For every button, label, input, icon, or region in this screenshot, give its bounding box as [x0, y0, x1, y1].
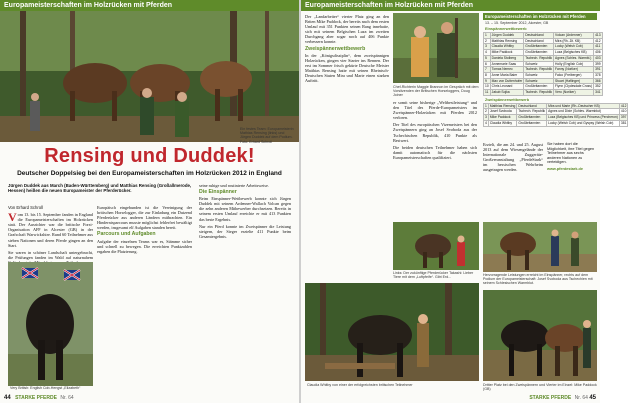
- results-cell: 391: [595, 67, 601, 72]
- results-cell: 403: [595, 55, 601, 60]
- results-cell: Deutschland: [517, 103, 547, 109]
- section-header: Europameisterschaften im Holzrücken mit Pferden: [0, 0, 299, 11]
- results-table-2: [483, 103, 628, 127]
- results-cell: 3: [484, 44, 491, 50]
- results-cell: Agnes (Schles. Warmbl.): [554, 55, 594, 61]
- results-cell: 352: [595, 84, 601, 89]
- results-row: [484, 115, 628, 121]
- left-page: [0, 0, 299, 403]
- children-photo: [393, 222, 479, 270]
- results-cell: Schweiz: [524, 78, 554, 84]
- article-subtitle: Deutscher Doppelsieg bei den Europameisterschaften im Holzrücken 2012 in England: [17, 170, 282, 177]
- results-row: [484, 90, 603, 96]
- results-cell: 397: [620, 115, 627, 120]
- results-cell: 2: [485, 109, 487, 114]
- results-cell: Mike Paddock: [488, 115, 516, 121]
- right-photo-caption-bottom-left: Claudia Whitby von einer der erfolgreichsten britischen Teilnehmer: [307, 383, 413, 387]
- right-column-1-text: Der „Landarbeiter“ vierter Platz ging an den Briten Mike Paddock, der bereits nach dem ersten Umlauf mit 351 Punkten seinen Rang innehatte, sich mit seinem Belgischen Luza im zweiten Durchgang aber sogar noch auf 406 Punkte verbessern konnte.: [305, 14, 389, 45]
- results-cell: Tschech. Republik: [518, 109, 546, 114]
- results-heading: Europameisterschaften im Holzrücken mit Pferden: [483, 13, 597, 20]
- results-table-1: [483, 32, 603, 96]
- results-cell: 3: [485, 115, 487, 120]
- column-3-text-2: Beim Einspänner-Wettbewerb konnte sich Jürgen Duddek mit seinem Ardenner-Wallach Volcan gegen die zehn anderen Mitbewerber durchsetzen. Bereits in seinem ersten Umlauf erreichte er mit 413 Punkten das beste Ergebnis.: [199, 196, 291, 222]
- results-cell: Chris Leonard: [490, 84, 524, 90]
- results-cell: 413: [595, 33, 601, 37]
- right-column-1-text-2: In der „Königsdisziplin“, dem zweispännigen Holzrücken, gingen vier Starter ins Rennen. Der erst im Sommer frisch gekürte Deutsche Meister Matthias Rensing hatte mit seinen Rheinisch-Deutschen Stuten Mira und Marie einen starken Auftritt.: [305, 52, 389, 84]
- results-cell: 1: [484, 33, 491, 39]
- results-cell: Matthias Rensing: [490, 38, 524, 44]
- results-cell: 366: [595, 78, 601, 83]
- column-1-text: om 13. bis 15. September fanden in England die Europameisterschaften im Holzrücken statt. Der Ausrichter war die britische Forst-Organisation AFF in Alcester (GB) in der Grafschaft Warwickshire. Rund 60 Teilnehmer aus sieben Nationen und deren Pferde gingen an den Start.: [8, 212, 93, 248]
- column-1-text-2: Sie waren in schöner Landschaft untergebracht, die Prüfungen fanden im Wald auf naturnahem: [8, 249, 93, 260]
- results-cell: 1: [485, 103, 487, 108]
- right-column-2-text-2: Der Titel des europäischen Vizemeisters bei den Zweispännern ging an Josef Svoboda aus der Tschechischen Republik, 410 Punkte als Bestwert.: [393, 122, 477, 143]
- results-cell: 378: [595, 72, 601, 77]
- results-cell: 412: [595, 38, 601, 43]
- results-cell: 381: [620, 120, 627, 125]
- results-cell: 411: [595, 44, 601, 49]
- results-cell: 412: [620, 103, 627, 108]
- results-cell: Luza (Belgisches KB): [554, 50, 594, 56]
- right-column-3-text: Erzielt, die am 24. und 25. August 2013 auf dem Wiesengelände der Internationale Zuggeräte-Großveranstaltung „PferdeStark“ im hessischen Wehrheim ausgetragen werden.: [483, 142, 543, 173]
- right-column-2-text-3: Die beiden deutschen Teilnehmer haben sich damit automatisch für die nächsten Europameisterschaften qualifiziert.: [393, 144, 477, 160]
- results-cell: Tschech. Republik: [525, 55, 553, 60]
- results-cell: Mira (Rh.-Dt. KB): [554, 38, 594, 44]
- results-row: [484, 50, 603, 56]
- page-number-right: 45: [589, 395, 596, 401]
- right-column-2-text: er somit seine bisherige „Weltbestleistung“ und den Titel des Pferde-Europameisters im Zweispänner-Holzrücken mit Pferden 2012 verloren.: [393, 100, 477, 121]
- results-cell: Schweiz: [524, 72, 554, 78]
- whitby-photo: [305, 283, 479, 381]
- results-cell: Matthias Rensing: [489, 103, 516, 108]
- info-box: [547, 142, 595, 172]
- results-cell: Deutschland: [524, 33, 554, 39]
- article-title: Rensing und Duddek!: [44, 145, 255, 167]
- results-cell: 11: [485, 90, 489, 95]
- photo-caption-bottom: Very British: English Cob-Hengst „Elizabeth“: [10, 386, 81, 390]
- photo-caption-top: Ein festes Team: Europameisterin Mathias Rensing (links) und Jürgen Duddek auf dem Podium. Foto: Erhard Schroll: [240, 127, 294, 144]
- results-cell: Großbritannien: [524, 44, 554, 50]
- judge-photo: [393, 13, 479, 83]
- results-cell: Agnes und Dixie (Schles. Warmblut): [547, 109, 620, 115]
- main-photo: [0, 11, 299, 142]
- column-2-text: Europäisch eingebunden ist die Vereinigung der britischen Horselogger, die zur Einladung ein Dutzend Pferderücker aus anderen Ländern mitbrachten. Ein Hindernisparcours musste möglichst fehlerfrei bewältigt werden, insgesamt elf Aufgaben standen bereit.: [97, 205, 192, 231]
- results-cell: Jakub Sojka: [490, 90, 524, 96]
- page-number: 44: [4, 395, 11, 401]
- right-column-3: [483, 142, 543, 212]
- results-cell: Volcan (Ardenner): [554, 33, 594, 39]
- results-cell: Flynn (Clydesdale Cross): [555, 84, 593, 89]
- results-cell: 399: [595, 61, 601, 66]
- results-cell: 9: [484, 78, 491, 84]
- magazine-brand-right: STARKE PFERDE: [529, 395, 572, 401]
- right-photo-caption-mid: Links: Der zukünftige Pferderücker Takashi: Lieber Tiere mit dem „Luftpfeife“. Gibt Erd...: [393, 271, 474, 280]
- column-2-text-2: Aufgabe der einzelnen Teams war es, Stämme sicher und schnell zu bewegen. Die erreichten Punktzahlen ergaben die Platzierung.: [97, 238, 192, 254]
- results-cell: Mike Paddock: [490, 50, 524, 56]
- results-cell: 4: [485, 120, 487, 125]
- svoboda-photo: [483, 222, 597, 272]
- results-cell: Deutschland: [524, 38, 554, 44]
- right-page: [301, 0, 627, 403]
- results-cell: 5: [484, 55, 491, 61]
- column-3-heading: Die Einspänner: [199, 189, 237, 196]
- results-cell: Tschech. Republik: [525, 90, 553, 95]
- right-column-1-heading: Zweispännerwettbewerb: [305, 45, 366, 52]
- results-table-box: [483, 13, 627, 127]
- article-column-3: [199, 183, 291, 388]
- results-cell: 7: [484, 67, 491, 73]
- results-cell: 8: [484, 72, 491, 78]
- info-url[interactable]: www.pferdestark.de: [547, 166, 583, 171]
- article-lead: Jürgen Duddek aus March (Baden-Württemberg) und Matthias Rensing (Großallmerode, Hessen) heißen die neuen Europameister der Pferderücker.: [8, 183, 192, 194]
- results-cell: Jürgen Duddek: [490, 33, 524, 39]
- results-cell: Großbritannien: [517, 115, 547, 121]
- results-cell: Falco (Freiberger): [554, 72, 594, 78]
- results-cell: 410: [620, 109, 627, 114]
- right-column-2: [393, 100, 477, 220]
- results-subheading: 13. – 15. September 2012, Alcester, GB: [485, 21, 549, 25]
- results-cell: Großbritannien: [524, 50, 554, 56]
- column-3-text: seine ruhige und routinierte Arbeitsweise.: [199, 183, 269, 188]
- right-photo-caption-mid-right: Hervorragende Leistungen erreicht im Einspänner, rechts auf dem Podium der Europameisterschaft: Josef Svoboda aus Tschechien mit seinem Schlesischen Warmblut.: [483, 273, 593, 286]
- right-photo-caption-top: Chef-Richterin Maggie Brannon im Gespräch mit dem Vorsitzenden der Britischen Horseloggers, Doug Joiner: [393, 85, 479, 98]
- results-cell: 6: [484, 61, 491, 67]
- column-3-text-3: Nur ein Pferd konnte im Zweispänner die Leistung steigern, der Sieger erzielte 411 Punkte beim Gesamtergebnis.: [199, 223, 291, 239]
- results-cell: Daniela Stolberg: [490, 55, 524, 61]
- results-cell: Claudia Whitby: [488, 120, 516, 126]
- author-byline: Von Erhard Schroll: [8, 205, 43, 210]
- article-column-1: [8, 205, 93, 263]
- results-cell: 4: [484, 50, 491, 56]
- issue-number: Nr. 64: [60, 395, 74, 401]
- results-cell: 2: [484, 38, 491, 44]
- results-row: [484, 120, 628, 126]
- left-footer: [4, 393, 74, 403]
- results-cell: Mira und Marie (Rh.-Deutscher KB): [547, 103, 620, 109]
- results-cell: Tomas Nemec: [490, 67, 524, 73]
- results-cell: 10: [485, 84, 489, 89]
- results-cell: Schweiz: [524, 61, 554, 67]
- results-cell: 341: [595, 90, 601, 95]
- dropcap: V: [8, 210, 17, 225]
- results-cell: Stuart (Haflinger): [554, 78, 594, 84]
- right-photo-caption-bottom-right: Dritter Platz bei den Zweispännern und Vierter im Einzel: Mike Paddock (GB): [483, 383, 597, 392]
- results-row: [484, 55, 603, 61]
- results-row: [484, 84, 603, 90]
- results-cell: Vero (Noriker): [554, 90, 594, 96]
- results-cell: Claudia Whitby: [490, 44, 524, 50]
- results-cell: Holly (English Cob): [554, 61, 594, 67]
- issue-number-right: Nr. 64: [574, 395, 588, 401]
- magazine-brand: STARKE PFERDE: [15, 395, 57, 401]
- results-cell: Annemarie Saas: [490, 61, 524, 67]
- stallion-photo: [8, 262, 93, 386]
- results-cell: Luza (Belgisches KB) und Princess (Percheron): [548, 115, 618, 120]
- results-cell: Großbritannien: [524, 84, 554, 90]
- results-cell: Anne Maria Baier: [490, 72, 524, 78]
- column-2-heading: Parcours und Aufgaben: [97, 231, 156, 238]
- results-cell: Lucky (Welsh Cob) und Gyspsy (Welsh Cob): [547, 120, 620, 126]
- paddock-photo: [483, 290, 597, 381]
- results-section-1: Einspännerwettbewerb: [485, 27, 527, 31]
- article-column-2: [97, 205, 192, 390]
- info-text: Sie haben dort die Möglichkeit, ihre Titel gegen Teilnehmer aus sechs anderen Nationen zu verteidigen.: [547, 142, 595, 165]
- results-cell: Max von Duttenhofer: [491, 78, 523, 83]
- results-cell: Großbritannien: [517, 120, 547, 126]
- results-cell: Lucky (Welsh Cob): [554, 44, 594, 50]
- results-cell: Fanny (Noriker): [554, 67, 594, 73]
- results-section-2: Zweispännerwettbewerb: [485, 97, 530, 102]
- results-cell: Tschech. Republik: [525, 67, 553, 72]
- section-header-right: Europameisterschaften im Holzrücken mit Pferden: [301, 0, 600, 11]
- results-cell: Josef Svoboda: [488, 109, 516, 115]
- right-footer: [526, 393, 596, 403]
- right-column-1: [305, 14, 389, 224]
- results-cell: 406: [595, 50, 601, 55]
